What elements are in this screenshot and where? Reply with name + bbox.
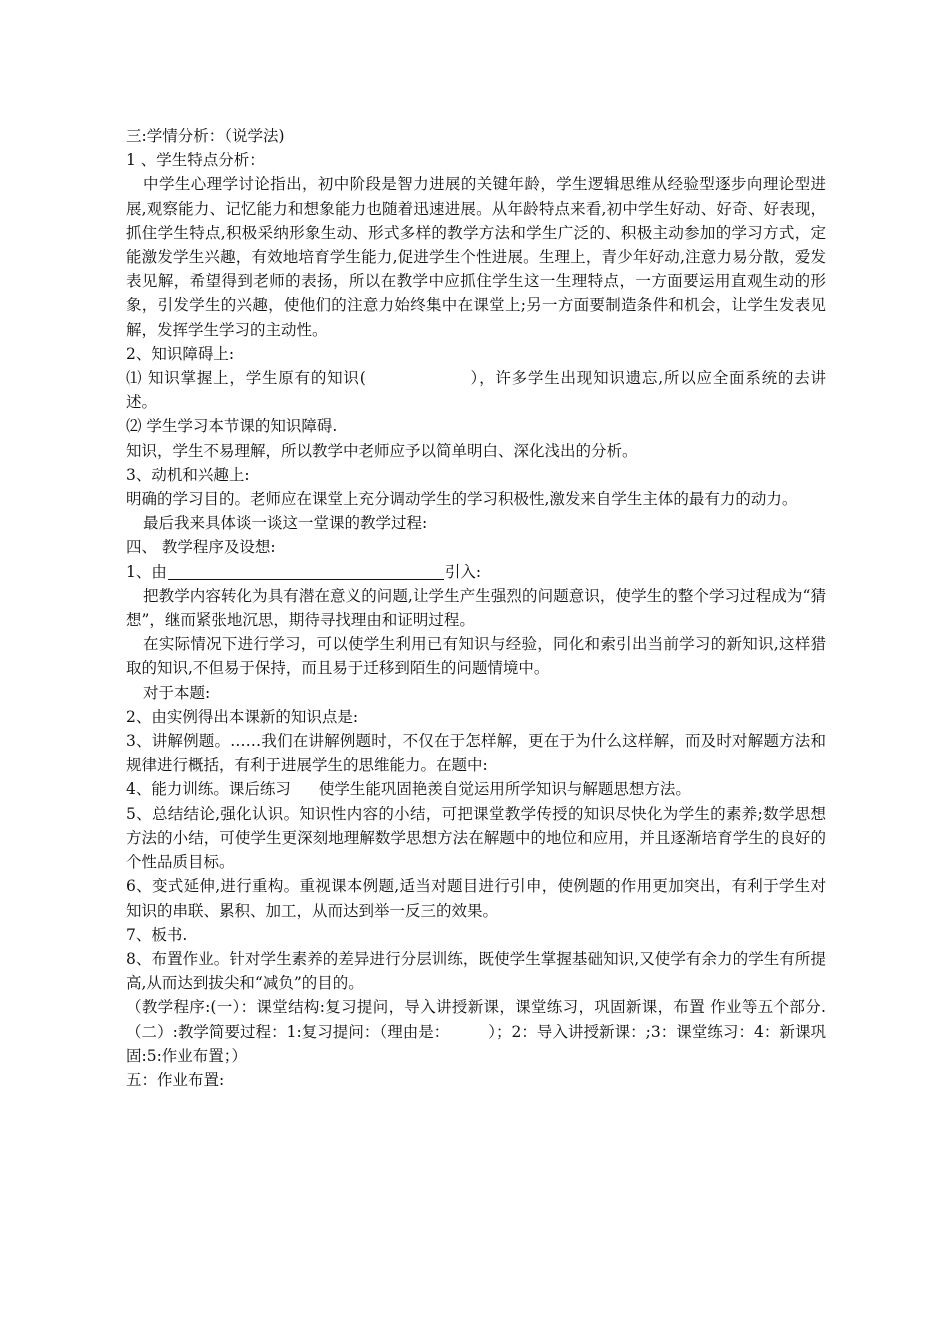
knowledge-mastery-text-b: ），许多学生出现知识遗忘,所以应全面系统的去讲述。: [126, 369, 826, 412]
step-1-paragraph-1: 把教学内容转化为具有潜在意义的问题,让学生产生强烈的问题意识，使学生的整个学习过程成为“猜想”，继而紧张地沉思，期待寻找理由和证明过程。: [126, 586, 826, 630]
student-characteristics-paragraph: 中学生心理学讨论指出，初中阶段是智力进展的关键年龄，学生逻辑思维从经验型逐步向理论型进展,观察能力、记忆能力和想象能力也随着迅速进展。从年龄特点来看,初中学生好动、好奇、好表现，抓住学生特点,积极采纳形象生动、形式多样的教学方法和学生广泛的、积极主动参加的学习方式，定能激发学生兴趣，有效地培育学生能力,促进学生个性进展。生理上，青少年好动,注意力易分散，爱发表见解，希望得到老师的表扬，所以在教学中应抓住学生这一生理特点，一方面要运用直观生动的形象，引发学生的兴趣，使他们的注意力始终集中在课堂上;另一方面要制造条件和机会，让学生发表见解，发挥学生学习的主动性。: [126, 175, 826, 339]
step-2: 2、由实例得出本课新的知识点是:: [126, 707, 359, 726]
teaching-procedure-note: （教学程序:(一）：课堂结构:复习提问，导入讲授新课，课堂练习，巩固新课，布置 作业等五个部分.（二）:教学简要过程：1:复习提问：（理由是： ）；2：导入讲授新课：;3：课堂练习：4：新课巩固:5:作业布置；）: [126, 998, 826, 1065]
section-3-1-heading: 1 、学生特点分析：: [126, 151, 265, 170]
step-8: 8、布置作业。针对学生素养的差异进行分层训练，既使学生掌握基础知识,又使学有余力的学生有所提高,从而达到拔尖和“减负”的目的。: [126, 949, 826, 993]
step-7: 7、板书.: [126, 925, 188, 944]
knowledge-mastery-item: [126, 366, 826, 414]
step-1-paragraph-3: 对于本题:: [143, 683, 211, 702]
transition-sentence: 最后我来具体谈一谈这一堂课的教学过程:: [143, 514, 428, 533]
section-5-heading: 五：作业布置:: [126, 1070, 225, 1089]
step-1-text-a: 1、由: [126, 562, 167, 581]
step-1-heading: [126, 560, 826, 584]
step-1-paragraph-2: 在实际情况下进行学习，可以使学生利用已有知识与经验，同化和索引出当前学习的新知识,这样猎取的知识,不但易于保持，而且易于迁移到陌生的问题情境中。: [126, 635, 826, 678]
step-1-text-b: 引入:: [444, 562, 482, 581]
fill-in-blank-line: [168, 562, 444, 580]
step-3: 3、讲解例题。……我们在讲解例题时，不仅在于怎样解，更在于为什么这样解，而及时对解题方法和规律进行概括，有利于进展学生的思维能力。在题中:: [126, 732, 826, 775]
step-6: 6、变式延伸,进行重构。重视课本例题,适当对题目进行引申，使例题的作用更加突出，有利于学生对知识的串联、累积、加工，从而达到举一反三的效果。: [126, 877, 826, 920]
motivation-paragraph: 明确的学习目的。老师应在课堂上充分调动学生的学习积极性,激发来自学生主体的最有力的动力。: [126, 490, 798, 509]
knowledge-obstacle-item: ⑵ 学生学习本节课的知识障碍.: [126, 417, 338, 436]
step-4-text-a: 4、能力训练。课后练习: [126, 780, 291, 799]
step-4: [126, 777, 826, 801]
knowledge-mastery-text-a: ⑴ 知识掌握上，学生原有的知识(: [126, 369, 366, 388]
step-5: 5、总结结论,强化认识。知识性内容的小结，可把课堂教学传授的知识尽快化为学生的素养;数学思想方法的小结，可使学生更深刻地理解数学思想方法在解题中的地位和应用，并且逐渐培育学生的良好的个性品质目标。: [126, 804, 826, 872]
step-4-text-b: 使学生能巩固艳羡自觉运用所学知识与解题思想方法。: [318, 780, 691, 799]
section-3-3-heading: 3、动机和兴趣上:: [126, 465, 250, 484]
section-3-heading: 三:学情分析：（说学法): [126, 127, 285, 145]
knowledge-obstacle-continuation: 知识，学生不易理解，所以教学中老师应予以简单明白、深化浅出的分析。: [126, 441, 638, 460]
section-3-2-heading: 2、知识障碍上:: [126, 344, 235, 363]
document-page: [126, 124, 826, 1092]
section-4-heading: 四、 教学程序及设想:: [126, 538, 276, 557]
